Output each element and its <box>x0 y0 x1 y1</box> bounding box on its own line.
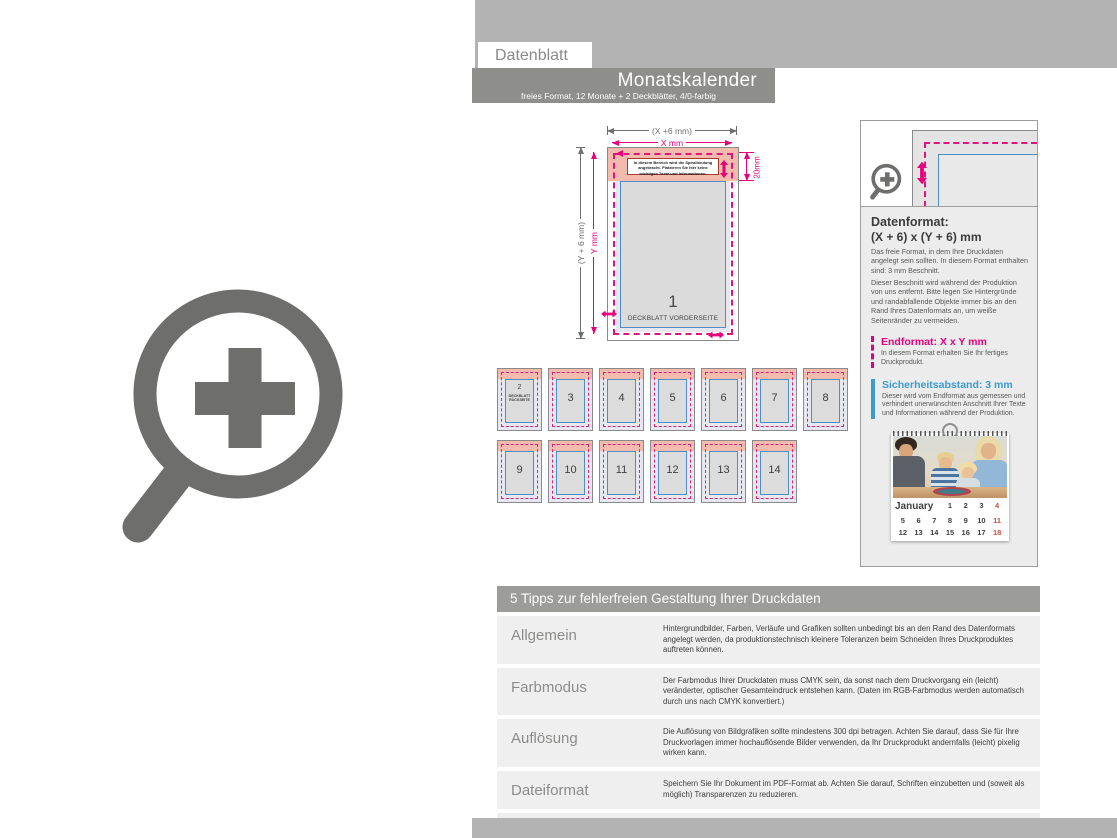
date-cell: 3 <box>979 500 984 510</box>
thumbnail-row-1 <box>497 368 848 431</box>
calendar-page-thumbnail <box>701 368 746 431</box>
dim-datenformat-width-label: (X +6 mm) <box>649 126 695 136</box>
tip-row <box>497 719 1040 767</box>
date-cell: 15 <box>945 528 955 538</box>
footer-band <box>472 818 1117 838</box>
tip-row <box>497 616 1040 664</box>
datenformat-text-1: Das freie Format, in dem Ihre Druckdaten angelegt sein sollten. In diesem Format enthalten sind: 3 mm Beschnitt. <box>871 247 1029 275</box>
photo-plate-center <box>938 489 966 494</box>
page-number: 6 <box>720 392 727 404</box>
page1-diagram <box>607 147 739 341</box>
dim-binding-label: 20mm <box>752 155 762 179</box>
datenblatt-tab <box>478 42 592 68</box>
datenformat-title: Datenformat: <box>871 215 949 229</box>
tip-text: Hintergrundbilder, Farben, Verläufe und Grafiken sollten unbedingt bis an den Rand des Datenformats angelegt werden, da produktionstechnisch kleinere Toleranzen beim Schneiden Ihres Druckproduktes auftreten können. <box>663 624 1015 655</box>
calendar-page-thumbnail <box>497 440 542 503</box>
sicherheitsabstand-block <box>871 379 1029 419</box>
bleed-double-arrow-icon <box>601 310 617 318</box>
photo-shape <box>981 443 996 459</box>
tips-table <box>497 616 1040 838</box>
date-cell: 18 <box>992 528 1002 538</box>
date-cell: 1 <box>947 500 953 510</box>
page-number: 8 <box>822 392 829 404</box>
page-title: Monatskalender <box>617 70 757 91</box>
page-number: 12 <box>666 464 679 476</box>
calendar-page-thumbnail <box>701 440 746 503</box>
panel-zoom-icon <box>869 163 905 201</box>
month-label: January <box>895 500 934 512</box>
page1-number: 1 <box>668 292 678 311</box>
endformat-text: In diesem Format erhalten Sie Ihr fertiges Druckprodukt. <box>881 349 1008 366</box>
tip-text: Die Auflösung von Bildgrafiken sollte mindestens 300 dpi betragen. Achten Sie darauf, dass Sie für Ihre Druckvorlagen immer hochauflösende Bilder verwenden, da Ihr Druckprodukt andernfalls (leicht) pixelig wirken kann. <box>663 727 1020 758</box>
date-cell: 11 <box>993 515 1002 525</box>
tip-label: Farbmodus <box>511 678 587 696</box>
tip-row <box>497 668 1040 716</box>
dim-datenformat-width <box>607 126 737 135</box>
date-cell: 14 <box>930 528 939 538</box>
dim-datenformat-height-label: (Y + 6 mm) <box>576 219 586 267</box>
calendar-page-thumbnail <box>599 368 644 431</box>
page-number: 9 <box>516 464 523 476</box>
date-cell: 6 <box>916 515 921 525</box>
calendar-page-thumbnail <box>650 368 695 431</box>
page-subtitle: freies Format, 12 Monate + 2 Deckblätter, 4/0-farbig <box>521 91 716 101</box>
info-panel <box>860 120 1038 567</box>
tips-header: 5 Tipps zur fehlerfreien Gestaltung Ihrer Druckdaten <box>497 586 1040 612</box>
datenblatt-tab-label: Datenblatt <box>495 47 568 64</box>
calendar-preview <box>891 433 1009 541</box>
page-number: 7 <box>771 392 778 404</box>
sicherheitsabstand-text: Dieser wird vom Endformat aus gemessen und verhindert unerwünschten Anschnitt Ihrer Texte und Informationen während der Produktion. <box>882 392 1026 418</box>
calendar-page-thumbnail <box>497 368 542 431</box>
page-number: 10 <box>564 464 577 476</box>
dim-endformat-width <box>612 138 732 147</box>
calendar-page-thumbnail <box>803 368 848 431</box>
tip-row <box>497 771 1040 809</box>
page-number: 5 <box>669 392 676 404</box>
zoom-plus-icon[interactable] <box>118 282 368 552</box>
page-label: DECKBLATT RÜCKSEITE <box>508 394 531 403</box>
page-number: 2 <box>517 384 522 391</box>
date-cell: 9 <box>963 515 968 525</box>
dim-datenformat-height <box>576 147 585 339</box>
page1-label: DECKBLATT VORDERSEITE <box>627 315 719 322</box>
bleed-double-arrow-icon <box>708 331 724 339</box>
tip-text: Speichern Sie Ihr Dokument im PDF-Format ab. Achten Sie darauf, Schriften einzubetten und (soweit als möglich) Transparenzen zu reduzieren. <box>663 779 1025 799</box>
date-cell: 16 <box>961 528 970 538</box>
dim-endformat-height <box>589 152 598 334</box>
page-number: 13 <box>717 464 730 476</box>
binding-note: In diesem Bereich wird die Spiralbindung angebracht. Platzieren Sie hier keine wichtigen Texte und Informationen. <box>627 158 719 175</box>
calendar-page-thumbnail <box>548 440 593 503</box>
thumbnail-row-2 <box>497 440 797 503</box>
endformat-title: Endformat: X x Y mm <box>881 335 987 348</box>
calendar-dates <box>893 499 1007 539</box>
page-number: 4 <box>618 392 625 404</box>
calendar-photo <box>893 436 1007 498</box>
page-number: 14 <box>768 464 781 476</box>
tip-text: Der Farbmodus Ihrer Druckdaten muss CMYK sein, da sonst nach dem Druckvorgang ein (leicht) veränderter, optischer Gesamteindruck entstehen kann. (Daten im RGB-Farbmodus werden automatisch durch uns nach CMYK konvertiert.) <box>663 675 1024 706</box>
page-number: 3 <box>567 392 574 404</box>
title-bar <box>472 68 775 103</box>
dim-binding-label-wrap <box>752 148 762 186</box>
date-cell: 5 <box>900 515 905 525</box>
calendar-page-thumbnail <box>650 440 695 503</box>
dim-endformat-height-label: Y mm <box>589 229 599 257</box>
tip-label: Allgemein <box>511 627 577 644</box>
date-cell: 4 <box>995 500 1000 510</box>
bleed-double-arrow-icon <box>720 160 728 178</box>
endformat-block <box>871 336 1029 368</box>
calendar-page-thumbnail <box>548 368 593 431</box>
calendar-page-thumbnail <box>599 440 644 503</box>
dim-binding <box>742 152 751 181</box>
date-cell: 8 <box>947 515 953 525</box>
corner-detail-diagram <box>912 130 1037 207</box>
date-cell: 12 <box>898 528 908 538</box>
tip-label: Dateiformat <box>511 781 589 799</box>
date-cell: 10 <box>977 515 986 525</box>
date-cell: 17 <box>977 528 986 538</box>
date-cell: 2 <box>963 500 968 510</box>
calendar-page-thumbnail <box>752 440 797 503</box>
datenformat-value: (X + 6) x (Y + 6) mm <box>871 230 982 244</box>
date-cell: 7 <box>932 515 937 525</box>
dim-endformat-width-label: X mm <box>658 138 686 148</box>
bleed-arrow-icon <box>616 150 625 157</box>
tip-label: Auflösung <box>511 730 578 748</box>
panel-text-area <box>861 206 1037 566</box>
datenformat-text-2: Dieser Beschnitt wird während der Produktion von uns entfernt. Bitte legen Sie Hintergründe und randabfallende Objekte immer bis an den Rand Ihres Datenformats an, um weiße Seitenränder zu vermeiden. <box>871 278 1017 325</box>
calendar-page-thumbnail <box>752 368 797 431</box>
bleed-double-arrow-icon <box>917 161 927 185</box>
sicherheitsabstand-title: Sicherheitsabstand: 3 mm <box>882 378 1013 391</box>
safety-line <box>938 154 1037 207</box>
page-number: 11 <box>615 464 628 476</box>
date-cell: 13 <box>914 528 923 538</box>
